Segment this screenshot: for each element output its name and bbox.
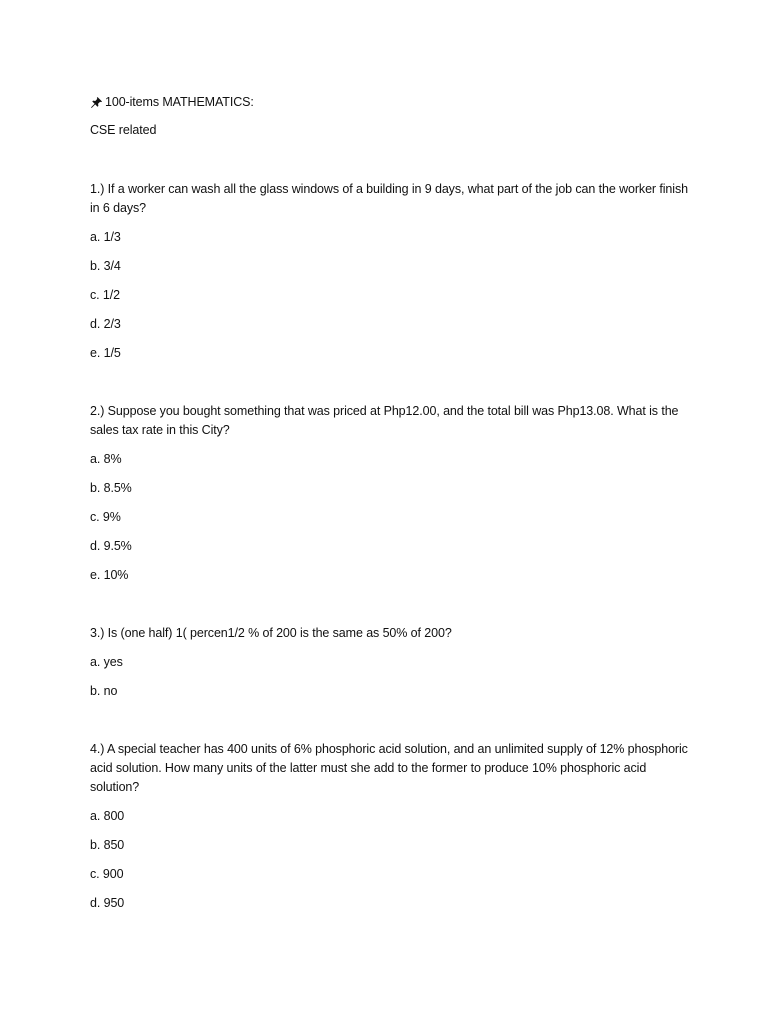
- document-content: [90, 93, 690, 913]
- question-options: [90, 228, 690, 363]
- question-options: [90, 807, 690, 913]
- option: c. 9%: [90, 510, 121, 524]
- question-1: [90, 180, 690, 363]
- question-options: [90, 450, 690, 585]
- question-text: 2.) Suppose you bought something that was priced at Php12.00, and the total bill was Php13.08. What is the sales tax rate in this City?: [90, 404, 679, 437]
- question-4: [90, 740, 690, 913]
- document-subtitle: CSE related: [90, 123, 157, 137]
- option: b. 8.5%: [90, 481, 132, 495]
- option: a. 1/3: [90, 230, 121, 244]
- option: e. 10%: [90, 568, 129, 582]
- question-2: [90, 402, 690, 585]
- option: a. yes: [90, 655, 123, 669]
- option: d. 950: [90, 896, 125, 910]
- option: c. 900: [90, 867, 124, 881]
- document-header: [90, 93, 690, 112]
- option: b. 850: [90, 838, 125, 852]
- option: e. 1/5: [90, 346, 121, 360]
- pushpin-icon: [90, 96, 103, 109]
- option: b. no: [90, 684, 118, 698]
- question-text: 1.) If a worker can wash all the glass windows of a building in 9 days, what part of the job can the worker finish in 6 days?: [90, 182, 688, 215]
- option: a. 8%: [90, 452, 122, 466]
- option: a. 800: [90, 809, 125, 823]
- question-text: 4.) A special teacher has 400 units of 6% phosphoric acid solution, and an unlimited supply of 12% phosphoric acid solution. How many units of the latter must she add to the former to produce 10% phosphoric acid solution?: [90, 742, 688, 794]
- option: c. 1/2: [90, 288, 120, 302]
- option: b. 3/4: [90, 259, 121, 273]
- question-3: [90, 624, 690, 701]
- question-text: 3.) Is (one half) 1( percen1/2 % of 200 is the same as 50% of 200?: [90, 626, 452, 640]
- question-options: [90, 653, 690, 701]
- option: d. 2/3: [90, 317, 121, 331]
- option: d. 9.5%: [90, 539, 132, 553]
- document-title: 100-items MATHEMATICS:: [105, 95, 254, 109]
